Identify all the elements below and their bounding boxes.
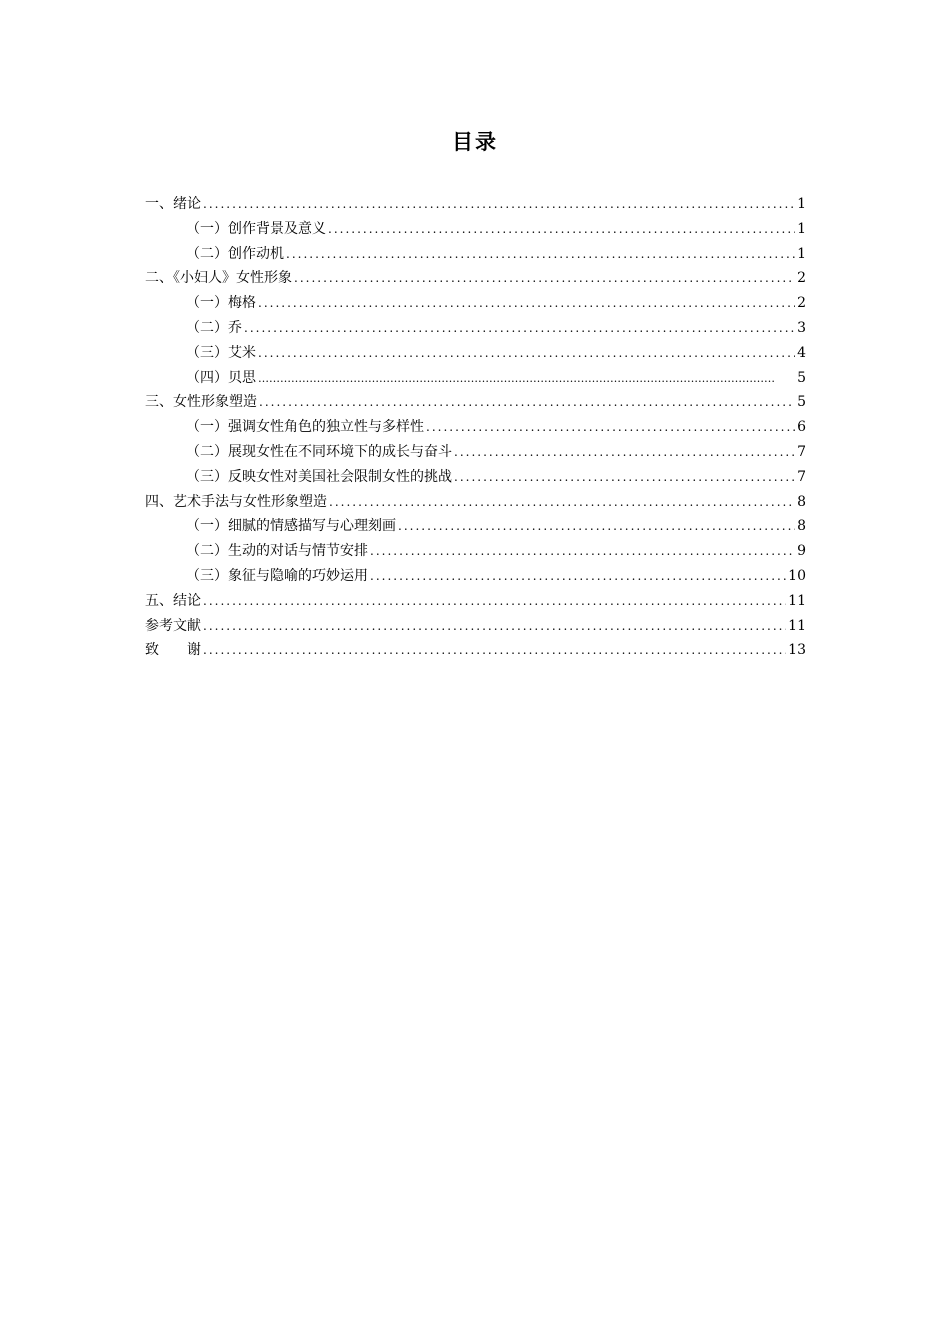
toc-entry-page: 10 (788, 567, 806, 584)
toc-dot-leader (370, 539, 795, 564)
toc-entry-page: 11 (788, 617, 806, 634)
toc-entry-page: 2 (797, 270, 806, 287)
toc-entry-label: （一）创作背景及意义 (186, 220, 326, 237)
toc-entry[interactable] (145, 415, 806, 440)
toc-entry[interactable] (145, 638, 806, 663)
toc-entry[interactable] (145, 564, 806, 589)
toc-dot-leader (244, 316, 795, 341)
toc-entry-label: 致 谢 (145, 642, 201, 659)
toc-dot-leader (286, 242, 795, 267)
toc-entry[interactable] (145, 589, 806, 614)
toc-entry-label: （一）强调女性角色的独立性与多样性 (186, 419, 424, 436)
toc-dot-leader (370, 564, 786, 589)
toc-entry-page: 9 (797, 543, 806, 560)
toc-entry[interactable] (145, 242, 806, 267)
toc-entry-label: （二）生动的对话与情节安排 (186, 543, 368, 560)
toc-dot-leader (203, 638, 786, 663)
toc-entry-page: 7 (797, 443, 806, 460)
toc-entry[interactable] (145, 614, 806, 639)
page-title: 目录 (452, 130, 498, 154)
toc-entry-page: 8 (797, 518, 806, 535)
toc-entry-page: 7 (797, 468, 806, 485)
toc-entry-label: （二）乔 (186, 319, 242, 336)
toc-entry-page: 8 (797, 493, 806, 510)
toc-entry-label: （一）梅格 (186, 295, 256, 312)
toc-entry-label: （四）贝思 (186, 369, 256, 386)
toc-dot-leader (203, 614, 786, 639)
toc-entry[interactable] (145, 490, 806, 515)
toc-entry-page: 11 (788, 592, 806, 609)
toc-entry[interactable] (145, 440, 806, 465)
toc-entry-page: 1 (797, 196, 806, 212)
toc-entry-page: 3 (797, 319, 806, 336)
toc-entry[interactable] (145, 465, 806, 490)
toc-entry[interactable] (145, 291, 806, 316)
toc-entry-label: （二）展现女性在不同环境下的成长与奋斗 (186, 443, 452, 460)
toc-dot-leader (329, 490, 795, 515)
toc-entry[interactable] (145, 390, 806, 415)
toc-dot-leader (294, 266, 795, 291)
toc-entry[interactable] (145, 539, 806, 564)
toc-entry-label: （三）象征与隐喻的巧妙运用 (186, 567, 368, 584)
toc-entry-page: 5 (797, 369, 806, 386)
toc-entry-page: 1 (797, 245, 806, 262)
table-of-contents (145, 192, 806, 663)
toc-entry-label: 三、女性形象塑造 (145, 394, 257, 411)
toc-entry-page: 6 (797, 419, 806, 436)
toc-dot-leader (203, 589, 786, 614)
toc-entry-page: 1 (797, 220, 806, 237)
toc-entry-label: 参考文献 (145, 617, 201, 634)
toc-entry-label: （三）艾米 (186, 344, 256, 361)
toc-dot-leader (258, 367, 775, 392)
toc-entry-label: （一）细腻的情感描写与心理刻画 (186, 518, 396, 535)
toc-entry[interactable] (145, 192, 806, 217)
toc-dot-leader (258, 341, 795, 366)
toc-dot-leader (426, 415, 795, 440)
toc-entry[interactable] (145, 316, 806, 341)
toc-entry-label: 二、《小妇人》女性形象 (145, 270, 292, 287)
toc-entry[interactable] (145, 366, 806, 391)
toc-entry-page: 13 (788, 642, 806, 659)
toc-entry-page: 4 (797, 344, 806, 361)
toc-dot-leader (259, 390, 795, 415)
toc-dot-leader (258, 291, 795, 316)
toc-entry-page: 5 (797, 394, 806, 411)
toc-entry[interactable] (145, 266, 806, 291)
toc-dot-leader (203, 192, 795, 217)
toc-entry-label: （二）创作动机 (186, 245, 284, 262)
toc-dot-leader (454, 465, 795, 490)
toc-entry-label: 一、绪论 (145, 196, 201, 212)
toc-entry-label: （三）反映女性对美国社会限制女性的挑战 (186, 468, 452, 485)
toc-dot-leader (454, 440, 795, 465)
toc-dot-leader (398, 514, 795, 539)
toc-entry-label: 四、艺术手法与女性形象塑造 (145, 493, 327, 510)
toc-entry[interactable] (145, 514, 806, 539)
toc-entry[interactable] (145, 217, 806, 242)
toc-entry-label: 五、结论 (145, 592, 201, 609)
toc-entry-page: 2 (797, 295, 806, 312)
toc-entry[interactable] (145, 341, 806, 366)
toc-dot-leader (328, 217, 795, 242)
